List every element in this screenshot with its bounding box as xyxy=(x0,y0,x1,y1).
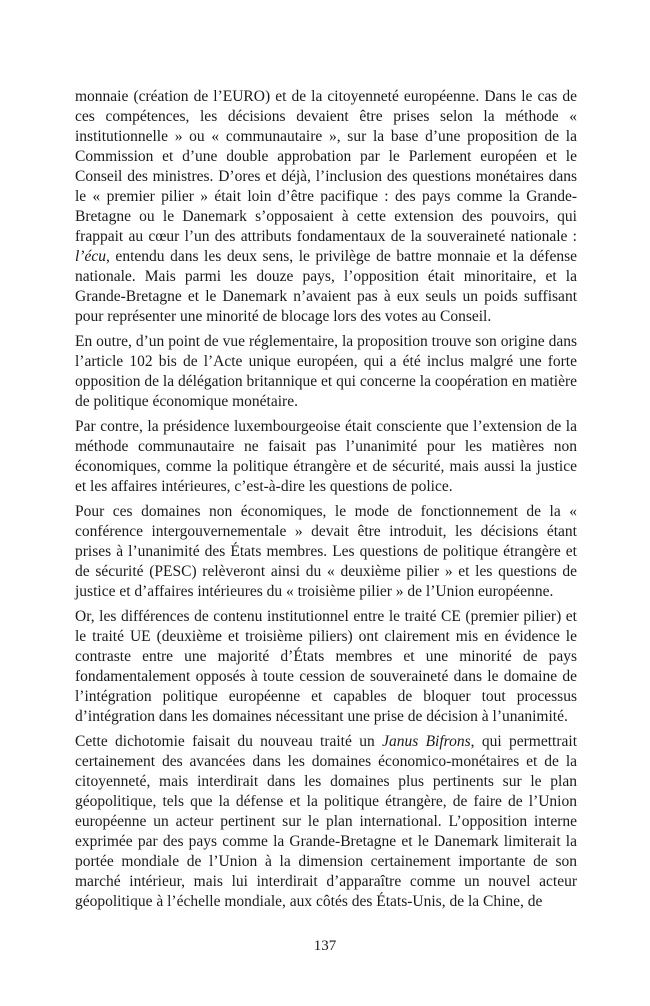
text-segment: Cette dichotomie faisait du nouveau traité un xyxy=(75,733,383,750)
text-segment: , entendu dans les deux sens, le privilège de battre monnaie et la défense nationale. Mais parmi les douze pays, l’opposition était minoritaire, et la Grande-Bretagne et le Danemark n’avaient pas à eux seuls un poids suffisant pour représenter une minorité de blocage lors des votes au Conseil. xyxy=(75,248,577,325)
paragraph xyxy=(75,87,577,327)
text-segment: monnaie (création de l’EURO) et de la citoyenneté européenne. Dans le cas de ces compétences, les décisions devaient être prises selon la méthode « institutionnelle » ou « communautaire », sur la base d’une proposition de la Commission et d’une double approbation par le Parlement européen et le Conseil des ministres. D’ores et déjà, l’inclusion des questions monétaires dans le « premier pilier » était loin d’être pacifique : des pays comme la Grande-Bretagne ou le Danemark s’opposaient à cette extension des pouvoirs, qui frappait au cœur l’un des attributs fondamentaux de la souveraineté nationale : xyxy=(75,88,577,245)
italic-segment: l’écu xyxy=(75,248,106,265)
paragraph xyxy=(75,332,577,412)
paragraph xyxy=(75,732,577,912)
paragraph xyxy=(75,607,577,727)
text-segment: Or, les différences de contenu institutionnel entre le traité CE (premier pilier) et le traité UE (deuxième et troisième piliers) ont clairement mis en évidence le contraste entre une majorité d’États membres et une minorité de pays fondamentalement opposés à toute cession de souveraineté dans le domaine de l’intégration politique européenne et capables de bloquer tout processus d’intégration dans les domaines nécessitant une prise de décision à l’unanimité. xyxy=(75,608,577,725)
text-segment: Par contre, la présidence luxembourgeoise était consciente que l’extension de la méthode communautaire ne faisait pas l’unanimité pour les matières non économiques, comme la politique étrangère et de sécurité, mais aussi la justice et les affaires intérieures, c’est-à-dire les questions de police. xyxy=(75,418,577,495)
text-segment: En outre, d’un point de vue réglementaire, la proposition trouve son origine dans l’article 102 bis de l’Acte unique européen, qui a été inclus malgré une forte opposition de la délégation britannique et qui concerne la coopération en matière de politique économique monétaire. xyxy=(75,333,577,410)
paragraph xyxy=(75,417,577,497)
page-number: 137 xyxy=(313,938,337,954)
body-text xyxy=(75,87,577,912)
text-segment: Pour ces domaines non économiques, le mode de fonctionnement de la « conférence intergouvernementale » devait être introduit, les décisions étant prises à l’unanimité des États membres. Les questions de politique étrangère et de sécurité (PESC) relèveront ainsi du « deuxième pilier » et les questions de justice et d’affaires intérieures du « troisième pilier » de l’Union européenne. xyxy=(75,503,577,600)
paragraph xyxy=(75,502,577,602)
text-segment: , qui permettrait certainement des avancées dans les domaines économico-monétaires et de la citoyenneté, mais interdirait dans les domaines plus pertinents sur le plan géopolitique, tels que la défense et la politique étrangère, de faire de l’Union européenne un acteur pertinent sur le plan international. L’opposition interne exprimée par des pays comme la Grande-Bretagne et le Danemark limiterait la portée mondiale de l’Union à la dimension certainement importante de son marché intérieur, mais lui interdirait d’apparaître comme un nouvel acteur géopolitique à l’échelle mondiale, aux côtés des États-Unis, de la Chine, de xyxy=(75,733,577,910)
italic-segment: Janus Bifrons xyxy=(382,733,471,750)
